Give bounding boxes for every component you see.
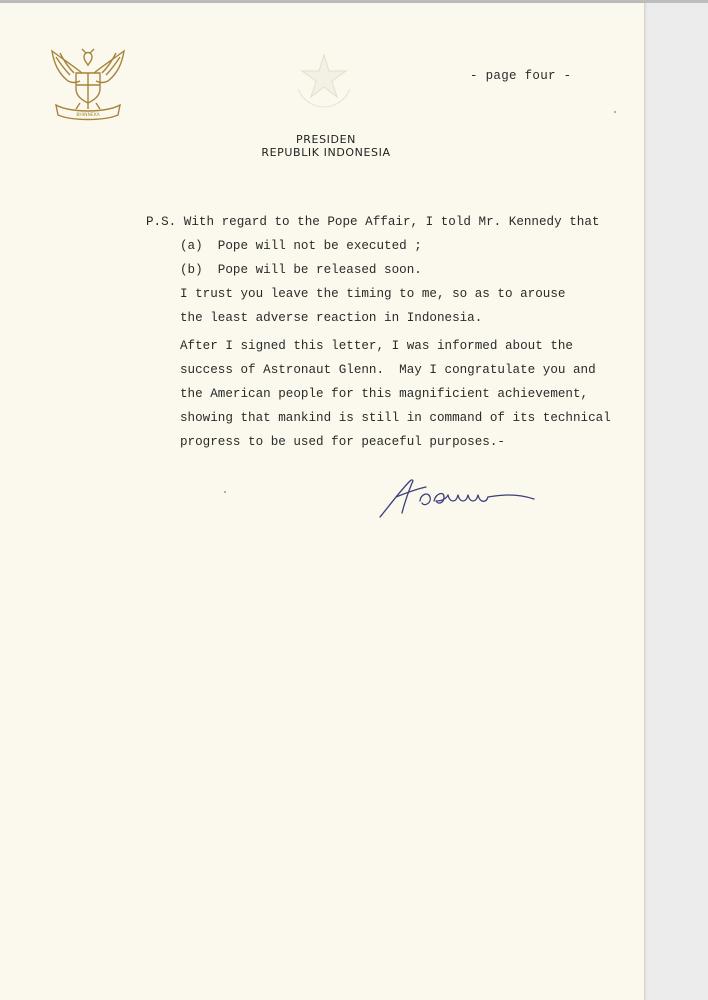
emblem-ribbon-text: BHINNEKA xyxy=(76,113,100,118)
postscript-line: P.S. With regard to the Pope Affair, I told Mr. Kennedy that xyxy=(146,215,600,229)
postscript-item-b: (b) Pope will be released soon. xyxy=(180,263,422,277)
letterhead-subtitle: REPUBLIK INDONESIA xyxy=(261,146,391,159)
postscript-line: success of Astronaut Glenn. May I congratulate you and xyxy=(180,363,596,377)
postscript-item-a: (a) Pope will not be executed ; xyxy=(180,239,422,253)
postscript-line: the least adverse reaction in Indonesia. xyxy=(180,311,483,325)
paper-speck xyxy=(224,491,226,493)
postscript-line: the American people for this magnificient achievement, xyxy=(180,387,589,401)
postscript-line: After I signed this letter, I was informed about the xyxy=(180,339,573,353)
letterhead-title: PRESIDEN xyxy=(296,133,356,146)
postscript-line: showing that mankind is still in command of its technical xyxy=(180,411,611,425)
page-number: - page four - xyxy=(470,69,572,83)
letterhead xyxy=(240,133,412,159)
postscript-line: I trust you leave the timing to me, so as to arouse xyxy=(180,287,566,301)
postscript-line: progress to be used for peaceful purposes.- xyxy=(180,435,505,449)
handwritten-signature xyxy=(376,471,538,523)
letter-page xyxy=(0,3,645,1000)
paper-speck xyxy=(614,111,616,113)
garuda-emblem-icon xyxy=(46,43,130,123)
embossed-star-icon xyxy=(284,43,364,113)
